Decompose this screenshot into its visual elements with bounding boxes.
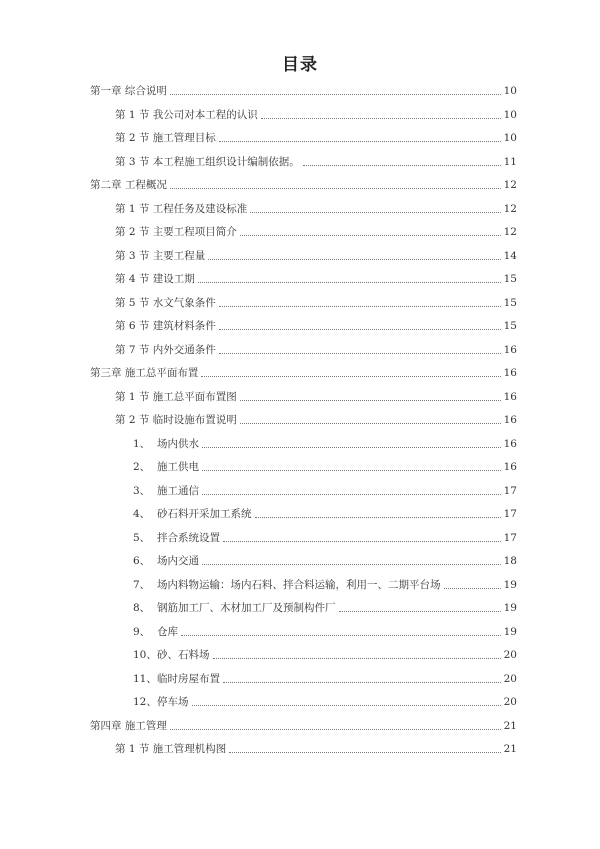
- toc-entry-label: [133, 695, 189, 709]
- toc-entry-text: 拌合系统设置: [157, 531, 220, 544]
- toc-entry-text: 钢筋加工厂、木材加工厂及预制构件厂: [157, 602, 336, 614]
- toc-entry-text: 第 6 节 建筑材料条件: [115, 320, 216, 332]
- toc-entry-page: 16: [503, 343, 517, 356]
- toc-entry-page: 12: [503, 202, 517, 215]
- toc-entry-page: 16: [503, 437, 517, 450]
- toc-leader-dots: [202, 447, 501, 448]
- toc-entry-label: [90, 366, 198, 380]
- toc-entry-page: 15: [503, 320, 517, 332]
- toc-entry-label: [133, 460, 199, 474]
- toc-entry-text: 仓库: [157, 625, 178, 638]
- toc-entry-number: 5、: [133, 531, 151, 544]
- toc-entry-page: 20: [503, 672, 517, 685]
- toc-entry-number: 10、: [133, 649, 157, 661]
- toc-entry-text: 第 2 节 临时设施布置说明: [115, 414, 237, 426]
- toc-entry-text: 第 2 节 主要工程项目简介: [115, 226, 237, 238]
- toc-entry[interactable]: [90, 366, 517, 380]
- toc-entry-text: 第 3 节 本工程施工组织设计编制依据。: [115, 155, 300, 168]
- toc-entry-text: 场内交通: [157, 555, 199, 567]
- toc-entry[interactable]: [90, 178, 517, 192]
- toc-entry-label: [115, 319, 216, 333]
- toc-entry[interactable]: [115, 272, 517, 286]
- toc-entry-text: 第 1 节 我公司对本工程的认识: [115, 108, 258, 121]
- toc-entry-text: 第 7 节 内外交通条件: [115, 343, 216, 356]
- toc-entry-text: 第二章 工程概况: [90, 179, 167, 191]
- toc-entry-text: 第三章 施工总平面布置: [90, 367, 199, 379]
- toc-entry-number: 7、: [133, 578, 151, 591]
- toc-entry[interactable]: [133, 437, 517, 451]
- toc-leader-dots: [181, 635, 501, 636]
- toc-entry-page: 10: [503, 108, 517, 121]
- toc-leader-dots: [219, 141, 501, 142]
- toc-leader-dots: [219, 306, 501, 307]
- toc-entry-page: 11: [503, 155, 517, 168]
- toc-entry-page: 10: [503, 85, 517, 97]
- toc-entry-page: 20: [503, 649, 517, 661]
- toc-entry[interactable]: [115, 131, 517, 145]
- toc-entry-number: 6、: [133, 555, 151, 567]
- toc-entry[interactable]: [133, 672, 517, 686]
- toc-entry[interactable]: [133, 601, 517, 615]
- toc-entry-page: 19: [503, 625, 517, 638]
- toc-entry-label: [115, 225, 237, 239]
- toc-entry-text: 临时房屋布置: [157, 672, 220, 685]
- toc-entry-text: 场内供水: [157, 437, 199, 450]
- toc-entry-number: 9、: [133, 625, 151, 638]
- toc-leader-dots: [202, 470, 501, 471]
- toc-leader-dots: [213, 658, 501, 659]
- toc-entry-text: 第 1 节 工程任务及建设标准: [115, 202, 248, 215]
- toc-entry-label: [133, 484, 199, 498]
- toc-entry-label: [115, 296, 216, 310]
- toc-entry-label: [90, 719, 167, 733]
- toc-entry-number: 8、: [133, 602, 151, 614]
- toc-entry-text: 第 5 节 水文气象条件: [115, 296, 216, 309]
- page-title: 目录: [282, 55, 318, 75]
- toc-entry[interactable]: [133, 578, 517, 592]
- toc-entry-text: 施工供电: [157, 461, 199, 473]
- toc-entry-page: 17: [503, 508, 517, 520]
- toc-entry-page: 18: [503, 555, 517, 567]
- toc-entry-label: [115, 108, 258, 122]
- toc-entry[interactable]: [115, 225, 517, 239]
- toc-entry-label: [90, 84, 167, 98]
- toc-leader-dots: [223, 682, 501, 683]
- toc-entry-page: 16: [503, 414, 517, 426]
- toc-entry-page: 20: [503, 696, 517, 708]
- toc-entry-text: 第 3 节 主要工程量: [115, 249, 206, 262]
- toc-entry[interactable]: [115, 343, 517, 357]
- toc-leader-dots: [339, 611, 501, 612]
- toc-entry-label: [115, 155, 300, 169]
- toc-entry-page: 16: [503, 461, 517, 473]
- toc-leader-dots: [201, 376, 500, 377]
- toc-entry-page: 14: [503, 249, 517, 262]
- toc-entry[interactable]: [115, 249, 517, 263]
- toc-leader-dots: [170, 188, 501, 189]
- toc-entry-label: [115, 390, 237, 404]
- toc-entry-text: 第 4 节 建设工期: [115, 273, 195, 285]
- toc-entry[interactable]: [133, 625, 517, 639]
- toc-entry-label: [133, 437, 199, 451]
- toc-entry[interactable]: [115, 296, 517, 310]
- toc-entry-label: [115, 742, 226, 756]
- toc-entry[interactable]: [115, 319, 517, 333]
- toc-leader-dots: [240, 400, 501, 401]
- toc-entry[interactable]: [133, 484, 517, 498]
- toc-leader-dots: [223, 541, 501, 542]
- toc-entry[interactable]: [133, 507, 517, 521]
- toc-leader-dots: [444, 588, 501, 589]
- toc-leader-dots: [240, 423, 501, 424]
- toc-entry-number: 11、: [133, 672, 157, 685]
- toc-leader-dots: [229, 752, 500, 753]
- toc-entry-page: 17: [503, 531, 517, 544]
- toc-entry-page: 19: [503, 578, 517, 591]
- toc-leader-dots: [208, 259, 500, 260]
- toc-leader-dots: [170, 94, 501, 95]
- toc-leader-dots: [219, 353, 501, 354]
- toc-entry-number: 3、: [133, 484, 151, 497]
- toc-entry[interactable]: [133, 460, 517, 474]
- toc-entry-page: 16: [503, 367, 517, 379]
- toc-entry-label: [90, 178, 167, 192]
- toc-entry-number: 4、: [133, 508, 151, 520]
- toc-entry-label: [133, 625, 178, 639]
- toc-leader-dots: [303, 165, 501, 166]
- toc-entry-page: 15: [503, 273, 517, 285]
- toc-entry-label: [133, 578, 441, 592]
- toc-leader-dots: [250, 212, 500, 213]
- toc-leader-dots: [198, 282, 501, 283]
- toc-entry-label: [133, 507, 252, 521]
- toc-entry[interactable]: [133, 648, 517, 662]
- toc-entry-text: 第 1 节 施工管理机构图: [115, 743, 227, 755]
- toc-entry[interactable]: [115, 390, 517, 404]
- toc-entry-label: [133, 601, 336, 615]
- toc-leader-dots: [170, 729, 501, 730]
- toc-entry-page: 10: [503, 132, 517, 144]
- toc-entry[interactable]: [115, 155, 517, 169]
- toc-entry-text: 第一章 综合说明: [90, 85, 167, 97]
- toc-entry-text: 砂、石料场: [157, 649, 210, 661]
- toc-entry-text: 停车场: [157, 696, 189, 708]
- toc-leader-dots: [240, 235, 501, 236]
- toc-entry-page: 19: [503, 602, 517, 614]
- toc-entry-label: [115, 272, 195, 286]
- toc-entry-page: 12: [503, 226, 517, 238]
- toc-entry-text: 场内料物运输：场内石料、拌合料运输，利用一、二期平台场: [157, 578, 441, 591]
- toc-entry[interactable]: [133, 695, 517, 709]
- toc-entry-page: 12: [503, 179, 517, 191]
- toc-entry-page: 16: [503, 390, 517, 403]
- toc-entry-label: [133, 531, 220, 545]
- toc-entry-text: 第四章 施工管理: [90, 719, 167, 732]
- toc-entry-label: [115, 202, 247, 216]
- toc-leader-dots: [219, 329, 501, 330]
- toc-leader-dots: [255, 517, 501, 518]
- toc-leader-dots: [202, 564, 501, 565]
- toc-entry-page: 17: [503, 484, 517, 497]
- toc-entry[interactable]: [133, 531, 517, 545]
- toc-leader-dots: [202, 494, 501, 495]
- toc-entry-label: [115, 131, 216, 145]
- toc-entry-page: 15: [503, 296, 517, 309]
- toc-entry-text: 第 1 节 施工总平面布置图: [115, 390, 237, 403]
- toc-entry-text: 施工通信: [157, 484, 199, 497]
- toc-entry-label: [115, 343, 216, 357]
- toc-entry[interactable]: [115, 108, 517, 122]
- toc-entry-number: 12、: [133, 696, 157, 708]
- toc-entry-label: [115, 413, 237, 427]
- toc-entry-number: 2、: [133, 461, 151, 473]
- toc-entry-label: [133, 554, 199, 568]
- toc-entry-label: [133, 648, 210, 662]
- toc-entry-number: 1、: [133, 437, 151, 450]
- toc-entry-label: [133, 672, 220, 686]
- toc-entry[interactable]: [133, 554, 517, 568]
- toc-entry[interactable]: [115, 202, 517, 216]
- toc-entry[interactable]: [115, 742, 517, 756]
- toc-leader-dots: [192, 705, 501, 706]
- toc-entry-page: 21: [503, 743, 517, 755]
- toc-entry[interactable]: [115, 413, 517, 427]
- toc-entry-text: 砂石料开采加工系统: [157, 508, 252, 520]
- toc-entry[interactable]: [90, 84, 517, 98]
- toc-entry[interactable]: [90, 719, 517, 733]
- toc-leader-dots: [261, 118, 501, 119]
- toc-entry-text: 第 2 节 施工管理目标: [115, 132, 216, 144]
- toc-entry-page: 21: [503, 719, 517, 732]
- toc-entry-label: [115, 249, 205, 263]
